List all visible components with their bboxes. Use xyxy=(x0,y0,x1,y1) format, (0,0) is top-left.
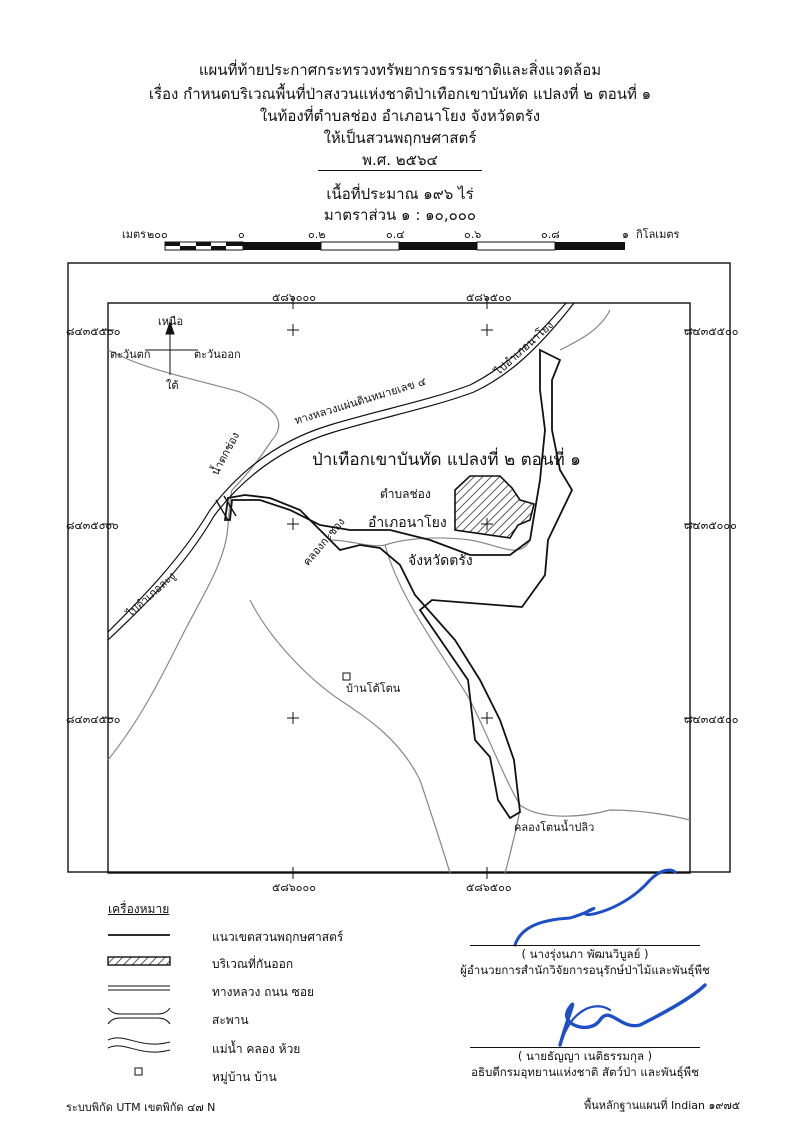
compass-east: ตะวันออก xyxy=(194,348,241,361)
signer-2-title: อธิบดีกรมอุทยานแห่งชาติ สัตว์ป่า และพันธุ์พืช xyxy=(471,1065,699,1079)
scalebar-tick-02: ๐.๒ xyxy=(308,228,326,241)
grid-bottom-x-1: ๕๘๖๐๐๐ xyxy=(272,881,316,894)
to-nayong-label: ไปอำเภอนาโยง xyxy=(492,318,556,378)
excluded-area xyxy=(455,476,534,538)
signer-1-title: ผู้อำนวยการสำนักวิจัยการอนุรักษ์ป่าไม้และพันธุ์พืช xyxy=(460,963,710,977)
legend-item-2: บริเวณที่กันออก xyxy=(212,957,294,971)
title-line-1: แผนที่ท้ายประกาศกระทรวงทรัพยากรธรรมชาติและสิ่งแวดล้อม xyxy=(198,61,602,79)
legend-stream-symbol xyxy=(108,1038,170,1052)
footer-coordinate-system: ระบบพิกัด UTM เขตพิกัด ๔๗ N xyxy=(66,1101,216,1114)
chong-label: น้ำตกช่อง xyxy=(208,429,243,478)
title-line-4: ให้เป็นสวนพฤกษศาสตร์ xyxy=(323,129,477,147)
title-line-2: เรื่อง กำหนดบริเวณพื้นที่ป่าสงวนแห่งชาติป่าเทือกเขาบันทัด แปลงที่ ๒ ตอนที่ ๑ xyxy=(148,85,652,103)
district-label: อำเภอนาโยง xyxy=(368,515,447,531)
legend-item-3: ทางหลวง ถนน ซอย xyxy=(212,985,315,999)
grid-top-x-1: ๕๘๖๐๐๐ xyxy=(272,291,316,304)
scale-text: มาตราส่วน ๑ : ๑๐,๐๐๐ xyxy=(323,206,477,224)
scalebar-tick-0: ๐ xyxy=(238,228,245,241)
compass-west: ตะวันตก xyxy=(110,348,151,361)
village-label: บ้านโต้โตน xyxy=(346,682,401,695)
legend-item-5: แม่น้ำ คลอง ห้วย xyxy=(212,1042,301,1056)
scalebar-value-200: ๒๐๐ xyxy=(147,228,168,241)
signer-2-name: ( นายธัญญา เนติธรรมกุล ) xyxy=(517,1049,653,1063)
grid-y-right-1: ๘๔๓๕๕๐๐ xyxy=(684,325,739,338)
compass-south: ใต้ xyxy=(166,379,179,392)
legend-symbols xyxy=(100,920,190,1080)
stream-west xyxy=(108,490,232,760)
legend-item-1: แนวเขตสวนพฤกษศาสตร์ xyxy=(212,930,344,944)
legend-item-6: หมู่บ้าน บ้าน xyxy=(212,1070,277,1084)
compass-north: เหนือ xyxy=(158,315,184,328)
legend-road-symbol xyxy=(108,986,170,990)
scalebar-unit-m: เมตร xyxy=(122,228,147,241)
to-palian-label: ไปอำเภอละงู xyxy=(124,569,178,620)
scalebar-tick-04: ๐.๔ xyxy=(386,228,405,241)
highway-label: ทางหลวงแผ่นดินหมายเลข ๔ xyxy=(292,374,428,428)
title-line-3: ในท้องที่ตำบลช่อง อำเภอนาโยง จังหวัดตรัง xyxy=(259,107,541,125)
legend-item-4: สะพาน xyxy=(212,1013,249,1027)
province-label: จังหวัดตรัง xyxy=(408,553,473,569)
scalebar-unit-km: กิโลเมตร xyxy=(636,228,680,241)
grid-top-x-2: ๕๘๖๕๐๐ xyxy=(466,291,512,304)
footer-datum: พื้นหลักฐานแผนที่ Indian ๑๙๗๕ xyxy=(584,1099,741,1112)
legend-bridge-symbol xyxy=(108,1008,170,1024)
scalebar-tick-06: ๐.๖ xyxy=(464,228,482,241)
title-year: พ.ศ. ๒๕๖๔ xyxy=(362,151,438,169)
area-text: เนื้อที่ประมาณ ๑๙๖ ไร่ xyxy=(326,185,474,203)
grid-y-left-1: ๘๔๓๕๕๐๐ xyxy=(66,325,121,338)
khlong-kachong-label: คลองกะช่อง xyxy=(300,515,348,569)
legend-village-symbol xyxy=(135,1068,142,1075)
legend-title: เครื่องหมาย xyxy=(108,902,170,916)
stream-ne xyxy=(560,310,610,350)
grid-y-right-2: ๘๔๓๕๐๐๐ xyxy=(684,519,737,532)
grid-y-left-3: ๘๔๓๔๕๐๐ xyxy=(66,713,121,726)
stream-north xyxy=(108,350,279,490)
khlong-ton-nam-label: คลองโตนน้ำปลิว xyxy=(514,821,595,834)
subdistrict-label: ตำบลช่อง xyxy=(380,487,431,501)
forest-name-label: ป่าเทือกเขาบันทัด แปลงที่ ๒ ตอนที่ ๑ xyxy=(312,450,581,470)
legend-excluded-symbol xyxy=(108,957,170,965)
stream-south xyxy=(250,600,450,873)
grid-y-left-2: ๘๔๓๕๐๐๐ xyxy=(66,519,119,532)
scalebar-tick-1: ๑ xyxy=(622,228,629,241)
grid-y-right-3: ๘๔๓๔๕๐๐ xyxy=(684,713,739,726)
signer-1-name: ( นางรุ่งนภา พัฒนวิบูลย์ ) xyxy=(521,947,649,961)
scalebar-tick-08: ๐.๘ xyxy=(541,228,560,241)
grid-bottom-x-2: ๕๘๖๕๐๐ xyxy=(466,881,512,894)
